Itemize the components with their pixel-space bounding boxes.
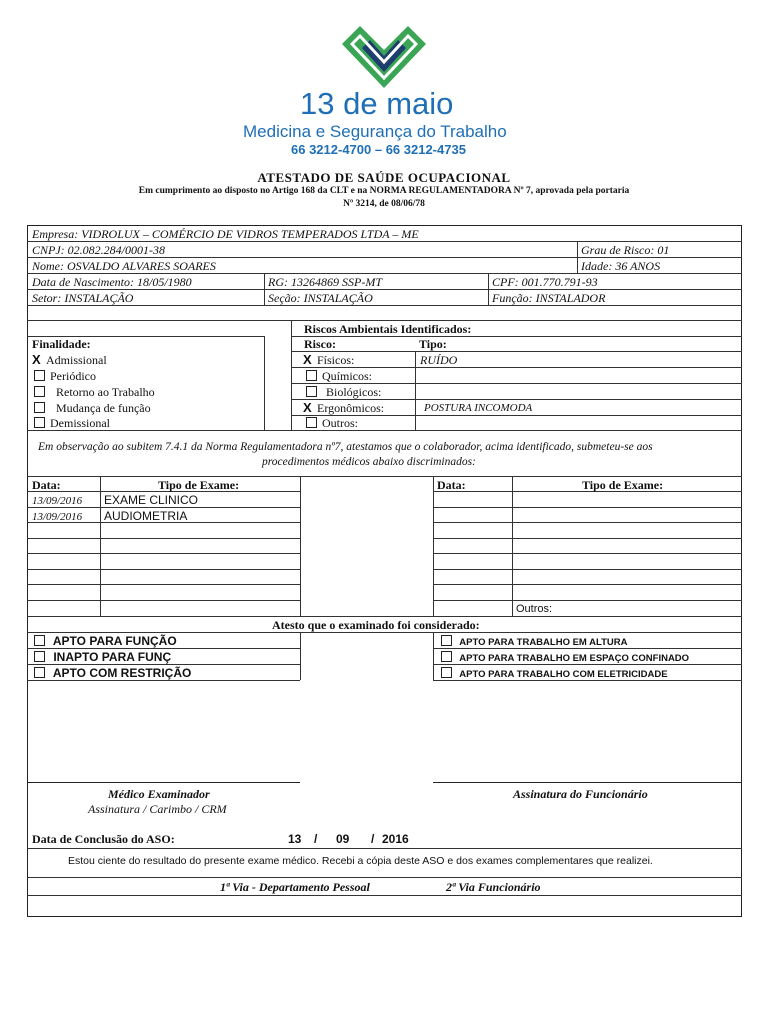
checkbox[interactable]: [34, 370, 45, 381]
conclusion-sep-1: /: [314, 832, 318, 846]
exams-right-col-data: Data:: [437, 478, 466, 492]
riscos-col-tipo: Tipo:: [419, 337, 447, 351]
checkbox[interactable]: [306, 417, 317, 428]
risco-tipo-ergonomicos: POSTURA INCOMODA: [424, 402, 533, 414]
field-secao: Seção: INSTALAÇÃO: [268, 291, 373, 305]
conclusion-year: 2016: [382, 832, 409, 846]
checkbox[interactable]: [441, 651, 452, 662]
conclusion-day: 13: [288, 832, 302, 846]
field-cpf: CPF: 001.770.791-93: [492, 275, 598, 289]
field-idade: Idade: 36 ANOS: [581, 259, 661, 273]
checkbox[interactable]: [306, 386, 317, 397]
conclusion-sep-2: /: [371, 832, 375, 846]
checkbox[interactable]: [441, 635, 452, 646]
verdict-apto-eletricidade[interactable]: APTO PARA TRABALHO COM ELETRICIDADE: [441, 667, 668, 682]
legal-line-2: Nº 3214, de 08/06/78: [343, 199, 425, 209]
finalidade-item-mudanca[interactable]: Mudança de função: [34, 401, 151, 415]
risco-item-ergonomicos[interactable]: X Ergonômicos:: [303, 400, 385, 415]
field-funcao: Função: INSTALADOR: [492, 291, 606, 305]
finalidade-item-periodico[interactable]: Periódico: [34, 369, 96, 383]
verdict-apto-restricao[interactable]: APTO COM RESTRIÇÃO: [34, 666, 191, 680]
checkbox[interactable]: [34, 635, 45, 646]
checkbox[interactable]: [34, 402, 45, 413]
exam-row-2-type: AUDIOMETRIA: [104, 509, 188, 523]
checkbox[interactable]: [34, 651, 45, 662]
x-mark: X: [303, 352, 312, 367]
conclusion-month: 09: [336, 832, 350, 846]
company-logo: [338, 22, 430, 92]
finalidade-item-demissional[interactable]: Demissional: [34, 416, 110, 430]
field-nome: Nome: OSVALDO ALVARES SOARES: [32, 259, 216, 273]
field-setor: Setor: INSTALAÇÃO: [32, 291, 134, 305]
x-mark: X: [303, 400, 312, 415]
riscos-col-risco: Risco:: [304, 337, 336, 351]
verdict-apto-funcao[interactable]: APTO PARA FUNÇÃO: [34, 634, 177, 648]
exams-left-col-tipo: Tipo de Exame:: [158, 478, 240, 492]
checkbox[interactable]: [34, 667, 45, 678]
exams-outros-label: Outros:: [516, 603, 553, 615]
checkbox[interactable]: [34, 417, 45, 428]
funcionario-signature-label: Assinatura do Funcionário: [513, 787, 648, 801]
risco-item-biologicos[interactable]: Biológicos:: [306, 385, 381, 399]
checkbox[interactable]: [306, 370, 317, 381]
exams-left-col-data: Data:: [32, 478, 61, 492]
risco-item-quimicos[interactable]: Químicos:: [306, 369, 372, 383]
document-title: ATESTADO DE SAÚDE OCUPACIONAL: [257, 170, 511, 185]
verdict-inapto-funcao[interactable]: INAPTO PARA FUNÇ: [34, 650, 171, 664]
field-empresa: Empresa: VIDROLUX – COMÉRCIO DE VIDROS TEMPERADOS LTDA – ME: [32, 227, 419, 241]
finalidade-title: Finalidade:: [32, 337, 91, 351]
verdict-apto-confinado[interactable]: APTO PARA TRABALHO EM ESPAÇO CONFINADO: [441, 651, 689, 666]
riscos-title: Riscos Ambientais Identificados:: [304, 322, 472, 336]
medico-signature-hint: Assinatura / Carimbo / CRM: [88, 802, 227, 816]
finalidade-item-retorno[interactable]: Retorno ao Trabalho: [34, 385, 155, 399]
verdict-title: Atesto que o examinado foi considerado:: [272, 618, 480, 632]
medico-examinador-label: Médico Examinador: [108, 787, 210, 801]
brand-subtitle: Medicina e Segurança do Trabalho: [243, 122, 507, 141]
legal-line-1: Em cumprimento ao disposto no Artigo 168 da CLT e na NORMA REGULAMENTADORA Nº 7, aprovada pela portaria: [138, 186, 630, 196]
brand-phones: 66 3212-4700 – 66 3212-4735: [291, 142, 466, 157]
copy-first: 1ª Via - Departamento Pessoal: [220, 880, 370, 894]
observation-line-2: procedimentos médicos abaixo discriminados:: [262, 456, 476, 468]
exam-row-2-date: 13/09/2016: [32, 511, 83, 523]
acknowledgement-text: Estou ciente do resultado do presente exame médico. Recebi a cópia deste ASO e dos exames complementares que realizei.: [68, 855, 653, 867]
checkbox[interactable]: [441, 667, 452, 678]
checkbox[interactable]: [34, 386, 45, 397]
field-cnpj: CNPJ: 02.082.284/0001-38: [32, 243, 165, 257]
observation-line-1: Em observação ao subitem 7.4.1 da Norma Regulamentadora nº7, atestamos que o colaborador, acima identificado, submeteu-se aos: [38, 441, 653, 453]
finalidade-item-admissional[interactable]: X Admissional: [32, 352, 107, 367]
field-grau-risco: Grau de Risco: 01: [581, 243, 670, 257]
brand-name: 13 de maio: [300, 86, 454, 121]
exam-row-1-date: 13/09/2016: [32, 495, 83, 507]
risco-tipo-fisicos: RUÍDO: [420, 353, 458, 367]
field-nascimento: Data de Nascimento: 18/05/1980: [32, 275, 192, 289]
copy-second: 2ª Via Funcionário: [446, 880, 541, 894]
conclusion-label: Data de Conclusão do ASO:: [32, 832, 175, 846]
exam-row-1-type: EXAME CLINICO: [104, 493, 199, 507]
field-rg: RG: 13264869 SSP-MT: [268, 275, 382, 289]
x-mark: X: [32, 352, 41, 367]
risco-item-fisicos[interactable]: X Físicos:: [303, 352, 355, 367]
verdict-apto-altura[interactable]: APTO PARA TRABALHO EM ALTURA: [441, 635, 627, 650]
risco-item-outros[interactable]: Outros:: [306, 416, 358, 430]
exams-right-col-tipo: Tipo de Exame:: [582, 478, 664, 492]
